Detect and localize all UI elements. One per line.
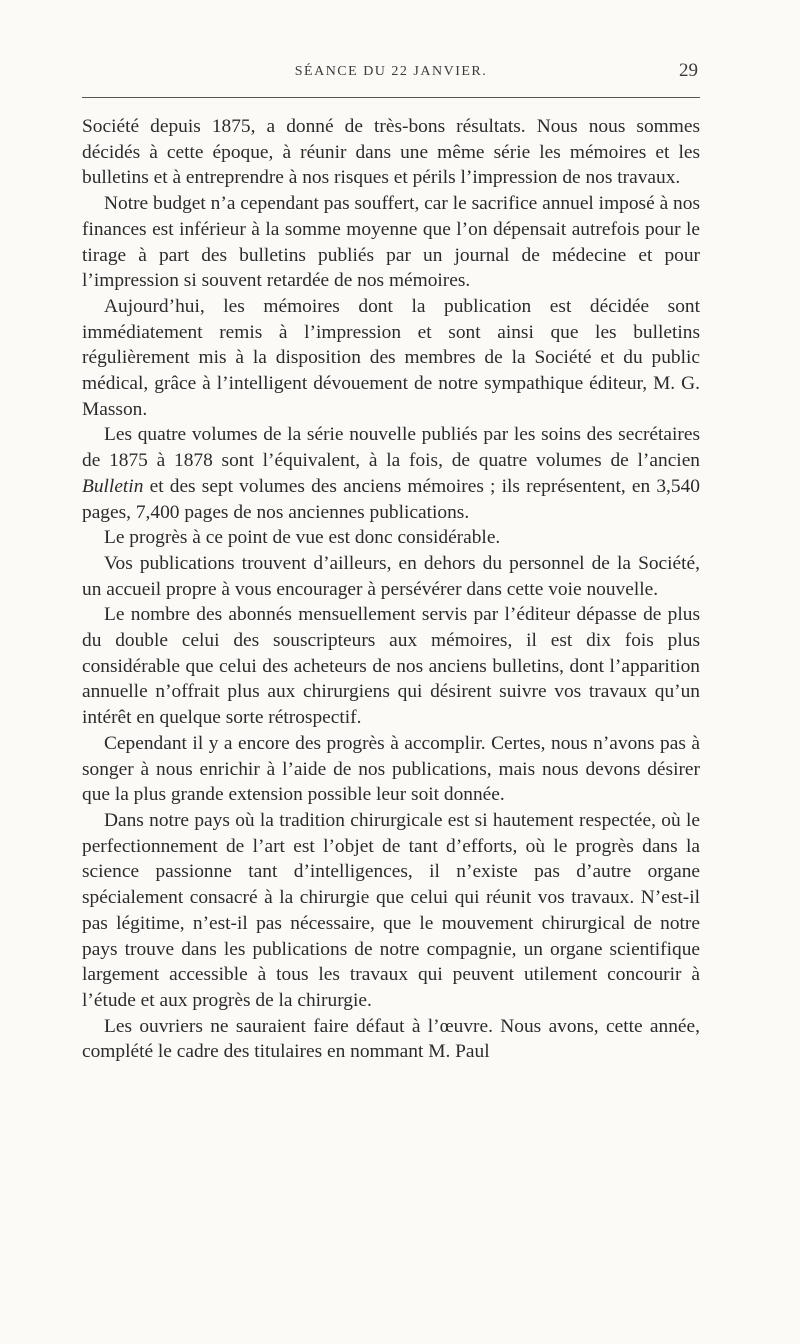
running-header <box>82 58 700 88</box>
header-rule <box>82 97 700 98</box>
paragraph: Vos publications trouvent d’ailleurs, en dehors du personnel de la Société, un accueil propre à vous encourager à persévérer dans cette voie nouvelle. <box>82 552 700 600</box>
paragraph: Le progrès à ce point de vue est donc considérable. <box>104 527 501 549</box>
body-text <box>82 114 700 1065</box>
paragraph: Notre budget n’a cependant pas souffert, car le sacrifice annuel imposé à nos finances est inférieur à la somme moyenne que l’on dépensait autrefois pour le tirage à part des bulletins publiés par un journal de médecine et pour l’impression si souvent retardée de nos mémoires. <box>82 193 700 292</box>
page-number: 29 <box>679 60 698 81</box>
paragraph-text: et des sept volumes des anciens mémoires ; ils représentent, en 3,540 pages, 7,400 pages de nos anciennes publications. <box>82 475 700 523</box>
paragraph: Dans notre pays où la tradition chirurgicale est si hautement respectée, où le perfectionnement de l’art est l’objet de tant d’efforts, où le progrès dans la science passionne tant d’intelligences, il n’existe pas d’autre organe spécialement consacré à la chirurgie que celui qui réunit vos travaux. N’est-il pas légitime, n’est-il pas nécessaire, que le mouvement chirurgical de notre pays trouve dans les publications de notre compagnie, un organe scientifique largement accessible à tous les travaux qui peuvent utilement concourir à l’étude et aux progrès de la chirurgie. <box>82 809 700 1011</box>
paragraph: Aujourd’hui, les mémoires dont la publication est décidée sont immédiatement remis à l’impression et sont ainsi que les bulletins régulièrement mis à la disposition des membres de la Société et du public médical, grâce à l’intelligent dévouement de notre sympathique éditeur, M. G. Masson. <box>82 295 700 420</box>
header-title: SÉANCE DU 22 JANVIER. <box>294 64 488 79</box>
paragraph: Le nombre des abonnés mensuellement servis par l’éditeur dépasse de plus du double celui des souscripteurs aux mémoires, il est dix fois plus considérable que celui des acheteurs de nos anciens bulletins, dont l’apparition annuelle n’offrait plus aux chirurgiens qui désirent suivre vos travaux qu’un intérêt en quelque sorte rétrospectif. <box>82 604 700 729</box>
paragraph-text: Les quatre volumes de la série nouvelle publiés par les soins des secrétaires de 1875 à 1878 sont l’équivalent, à la fois, de quatre volumes de l’ancien <box>82 424 700 472</box>
italic-title: Bulletin <box>82 475 144 497</box>
paragraph: Cependant il y a encore des progrès à accomplir. Certes, nous n’avons pas à songer à nous enrichir à l’aide de nos publications, mais nous devons désirer que la plus grande extension possible leur soit donnée. <box>82 732 700 806</box>
paragraph <box>82 422 700 525</box>
paragraph: Les ouvriers ne sauraient faire défaut à l’œuvre. Nous avons, cette année, complété le cadre des titulaires en nommant M. Paul <box>82 1015 700 1063</box>
paragraph: Société depuis 1875, a donné de très-bons résultats. Nous nous sommes décidés à cette époque, à réunir dans une même série les mémoires et les bulletins et à entreprendre à nos risques et périls l’impression de nos travaux. <box>82 116 700 189</box>
